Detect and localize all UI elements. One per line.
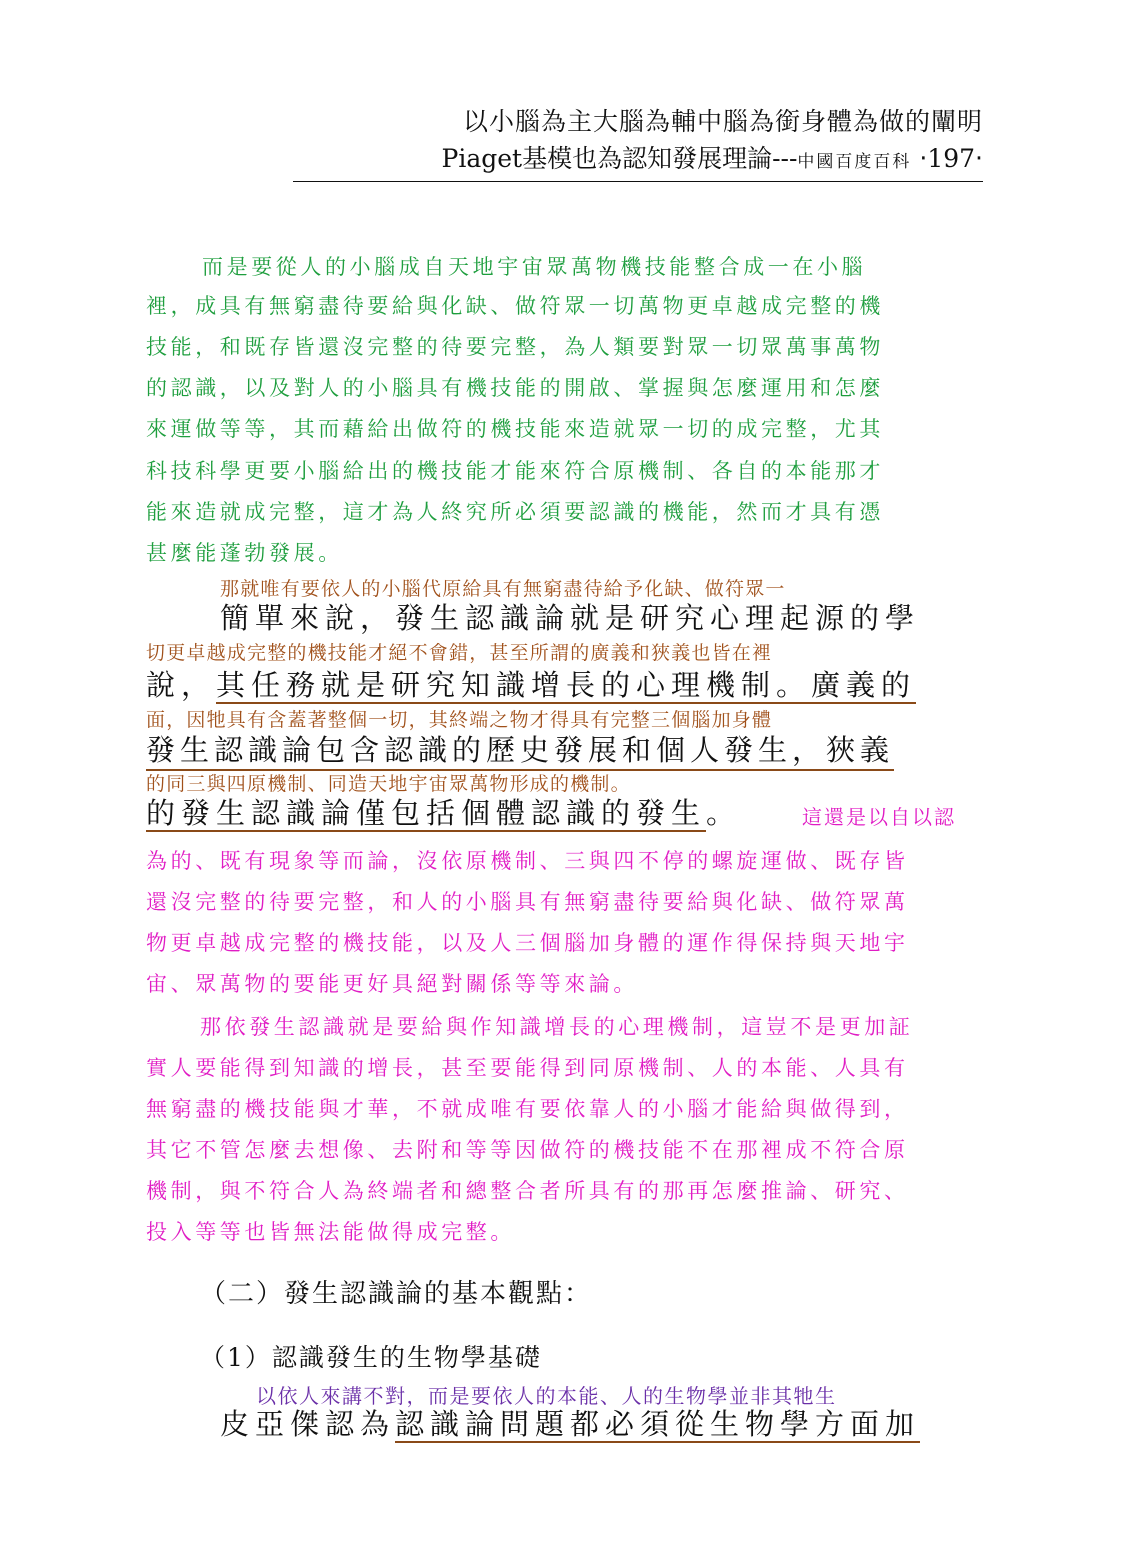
brown-annotation-line: 切更卓越成完整的機技能才絕不會錯，甚至所謂的廣義和狹義也皆在裡: [146, 642, 773, 664]
green-line: 來運做等等，其而藉給出做符的機技能來造就眾一切的成完整，尤其: [146, 417, 884, 441]
header-subtitle-source: 中國百度百科: [797, 152, 912, 172]
green-line: 能來造就成完整，這才為人終究所必須要認識的機能，然而才具有憑: [146, 500, 884, 524]
quoted-text-line: 簡單來說，發生認識論就是研究心理起源的學: [220, 601, 921, 635]
subsection-heading: （1）認識發生的生物學基礎: [200, 1343, 542, 1372]
quoted-text-underlined: 其任務就是研究知識增長的心理機制。廣義的: [216, 668, 917, 702]
pink-line: 物更卓越成完整的機技能，以及人三個腦加身體的運作得保持與天地宇: [146, 931, 909, 955]
header-subtitle: [293, 140, 983, 182]
purple-annotation: 以依人來講不對，而是要依人的本能、人的生物學並非其牠生: [256, 1384, 837, 1408]
quoted-text-underlined: 發生認識論包含認識的歷史發展和個人發生，狹義: [146, 728, 894, 771]
quoted-text-fragment: 說，: [146, 668, 217, 702]
page-number: ‧197‧: [919, 144, 983, 173]
green-line: 科技科學更要小腦給出的機技能才能來符合原機制、各自的本能那才: [146, 459, 884, 483]
pink-inline-note: 這還是以自以認: [802, 805, 956, 829]
quoted-text-underlined: 的發生認識論僅包括個體認識的發生: [146, 796, 707, 830]
pink-line: 那依發生認識就是要給與作知識增長的心理機制，這豈不是更加証: [200, 1015, 914, 1039]
pink-line: 投入等等也皆無法能做得成完整。: [146, 1220, 515, 1244]
header-title: 以小腦為主大腦為輔中腦為銜身體為做的闡明: [462, 107, 983, 136]
pink-line: 其它不管怎麼去想像、去附和等等因做符的機技能不在那裡成不符合原: [146, 1138, 909, 1162]
quoted-text-line: [146, 663, 916, 704]
section-heading: （二）發生認識論的基本觀點：: [200, 1279, 593, 1309]
quoted-text-line: [146, 791, 741, 832]
header-subtitle-main: Piaget基模也為認知發展理論---: [441, 144, 798, 173]
quoted-text-underlined: 認識論問題都必須從生物學方面加: [395, 1407, 921, 1441]
brown-annotation-line: 那就唯有要依人的小腦代原給具有無窮盡待給予化缺、做符眾一: [220, 578, 786, 600]
green-line: 裡，成具有無窮盡待要給與化缺、做符眾一切萬物更卓越成完整的機: [146, 294, 884, 318]
brown-annotation-line: 面，因牠具有含蓋著整個一切，其終端之物才得具有完整三個腦加身體: [146, 709, 773, 731]
pink-line: 機制，與不符合人為終端者和總整合者所具有的那再怎麼推論、研究、: [146, 1179, 909, 1203]
pink-line: 還沒完整的待要完整，和人的小腦具有無窮盡待要給與化缺、做符眾萬: [146, 890, 909, 914]
quoted-text-period: 。: [706, 796, 742, 830]
page-header: [293, 104, 983, 182]
green-line: 技能，和既存皆還沒完整的待要完整，為人類要對眾一切眾萬事萬物: [146, 335, 884, 359]
pink-line: 實人要能得到知識的增長，甚至要能得到同原機制、人的本能、人具有: [146, 1056, 909, 1080]
pink-line: 宙、眾萬物的要能更好具絕對關係等等來論。: [146, 972, 638, 996]
green-line: 而是要從人的小腦成自天地宇宙眾萬物機技能整合成一在小腦: [202, 255, 867, 279]
green-line: 的認識，以及對人的小腦具有機技能的開啟、掌握與怎麼運用和怎麼: [146, 376, 884, 400]
pink-line: 為的、既有現象等而論，沒依原機制、三與四不停的螺旋運做、既存皆: [146, 849, 909, 873]
quoted-text-fragment: 皮亞傑認為: [220, 1407, 396, 1441]
pink-line: 無窮盡的機技能與才華，不就成唯有要依靠人的小腦才能給與做得到，: [146, 1097, 909, 1121]
brown-annotation-line: 的同三與四原機制、同造天地宇宙眾萬物形成的機制。: [146, 773, 631, 795]
green-line: 甚麼能蓬勃發展。: [146, 541, 343, 565]
quoted-text-line: [220, 1402, 920, 1443]
